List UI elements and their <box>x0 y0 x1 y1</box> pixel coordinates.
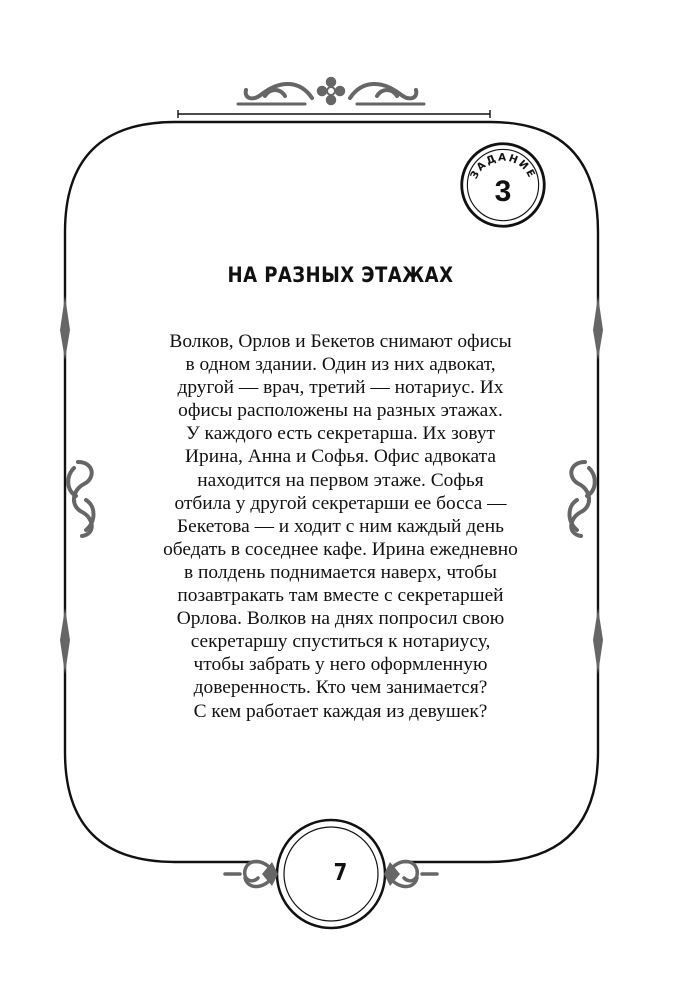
task-text-line: Бекетова — и ходит с ним каждый день <box>177 515 504 537</box>
task-text-line: другой — врач, третий — нотариус. Их <box>177 377 504 399</box>
task-badge-number: 3 <box>494 175 512 208</box>
task-text-line: Волков, Орлов и Бекетов снимают офисы <box>169 331 512 352</box>
task-text-line: отбила у другой секретарши ее босса — <box>174 492 507 514</box>
top-flower-ornament <box>316 76 346 106</box>
task-text-line: У каждого есть секретарша. Их зовут <box>185 423 495 445</box>
task-text-line: С кем работает каждая из девушек? <box>193 700 488 722</box>
task-text-line: секретаршу спуститься к нотариусу, <box>190 631 491 653</box>
task-text-line: обедать в соседнее кафе. Ирина ежедневно <box>163 538 518 560</box>
page-number: 7 <box>333 860 348 886</box>
task-text-line: офисы расположены на разных этажах. <box>178 400 503 422</box>
task-text-line: в одном здании. Один из них адвокат, <box>185 354 496 376</box>
task-text-line: чтобы забрать у него оформленную <box>193 654 488 676</box>
task-text-line: доверенность. Кто чем занимается? <box>193 677 488 699</box>
task-badge <box>458 140 548 230</box>
task-text-line: находится на первом этаже. Софья <box>197 469 484 491</box>
task-text-line: позавтракать там вместе с секретаршей <box>177 585 504 607</box>
page-title: НА РАЗНЫХ ЭТАЖАХ <box>227 263 454 287</box>
task-badge-label: ЗАДАНИЕ <box>468 151 538 182</box>
task-text <box>95 330 586 723</box>
task-text-line: Ирина, Анна и Софья. Офис адвоката <box>185 446 496 468</box>
task-text-line: Орлова. Волков на днях попросил свою <box>176 608 505 630</box>
task-text-line: в полдень поднимается наверх, чтобы <box>184 561 497 583</box>
